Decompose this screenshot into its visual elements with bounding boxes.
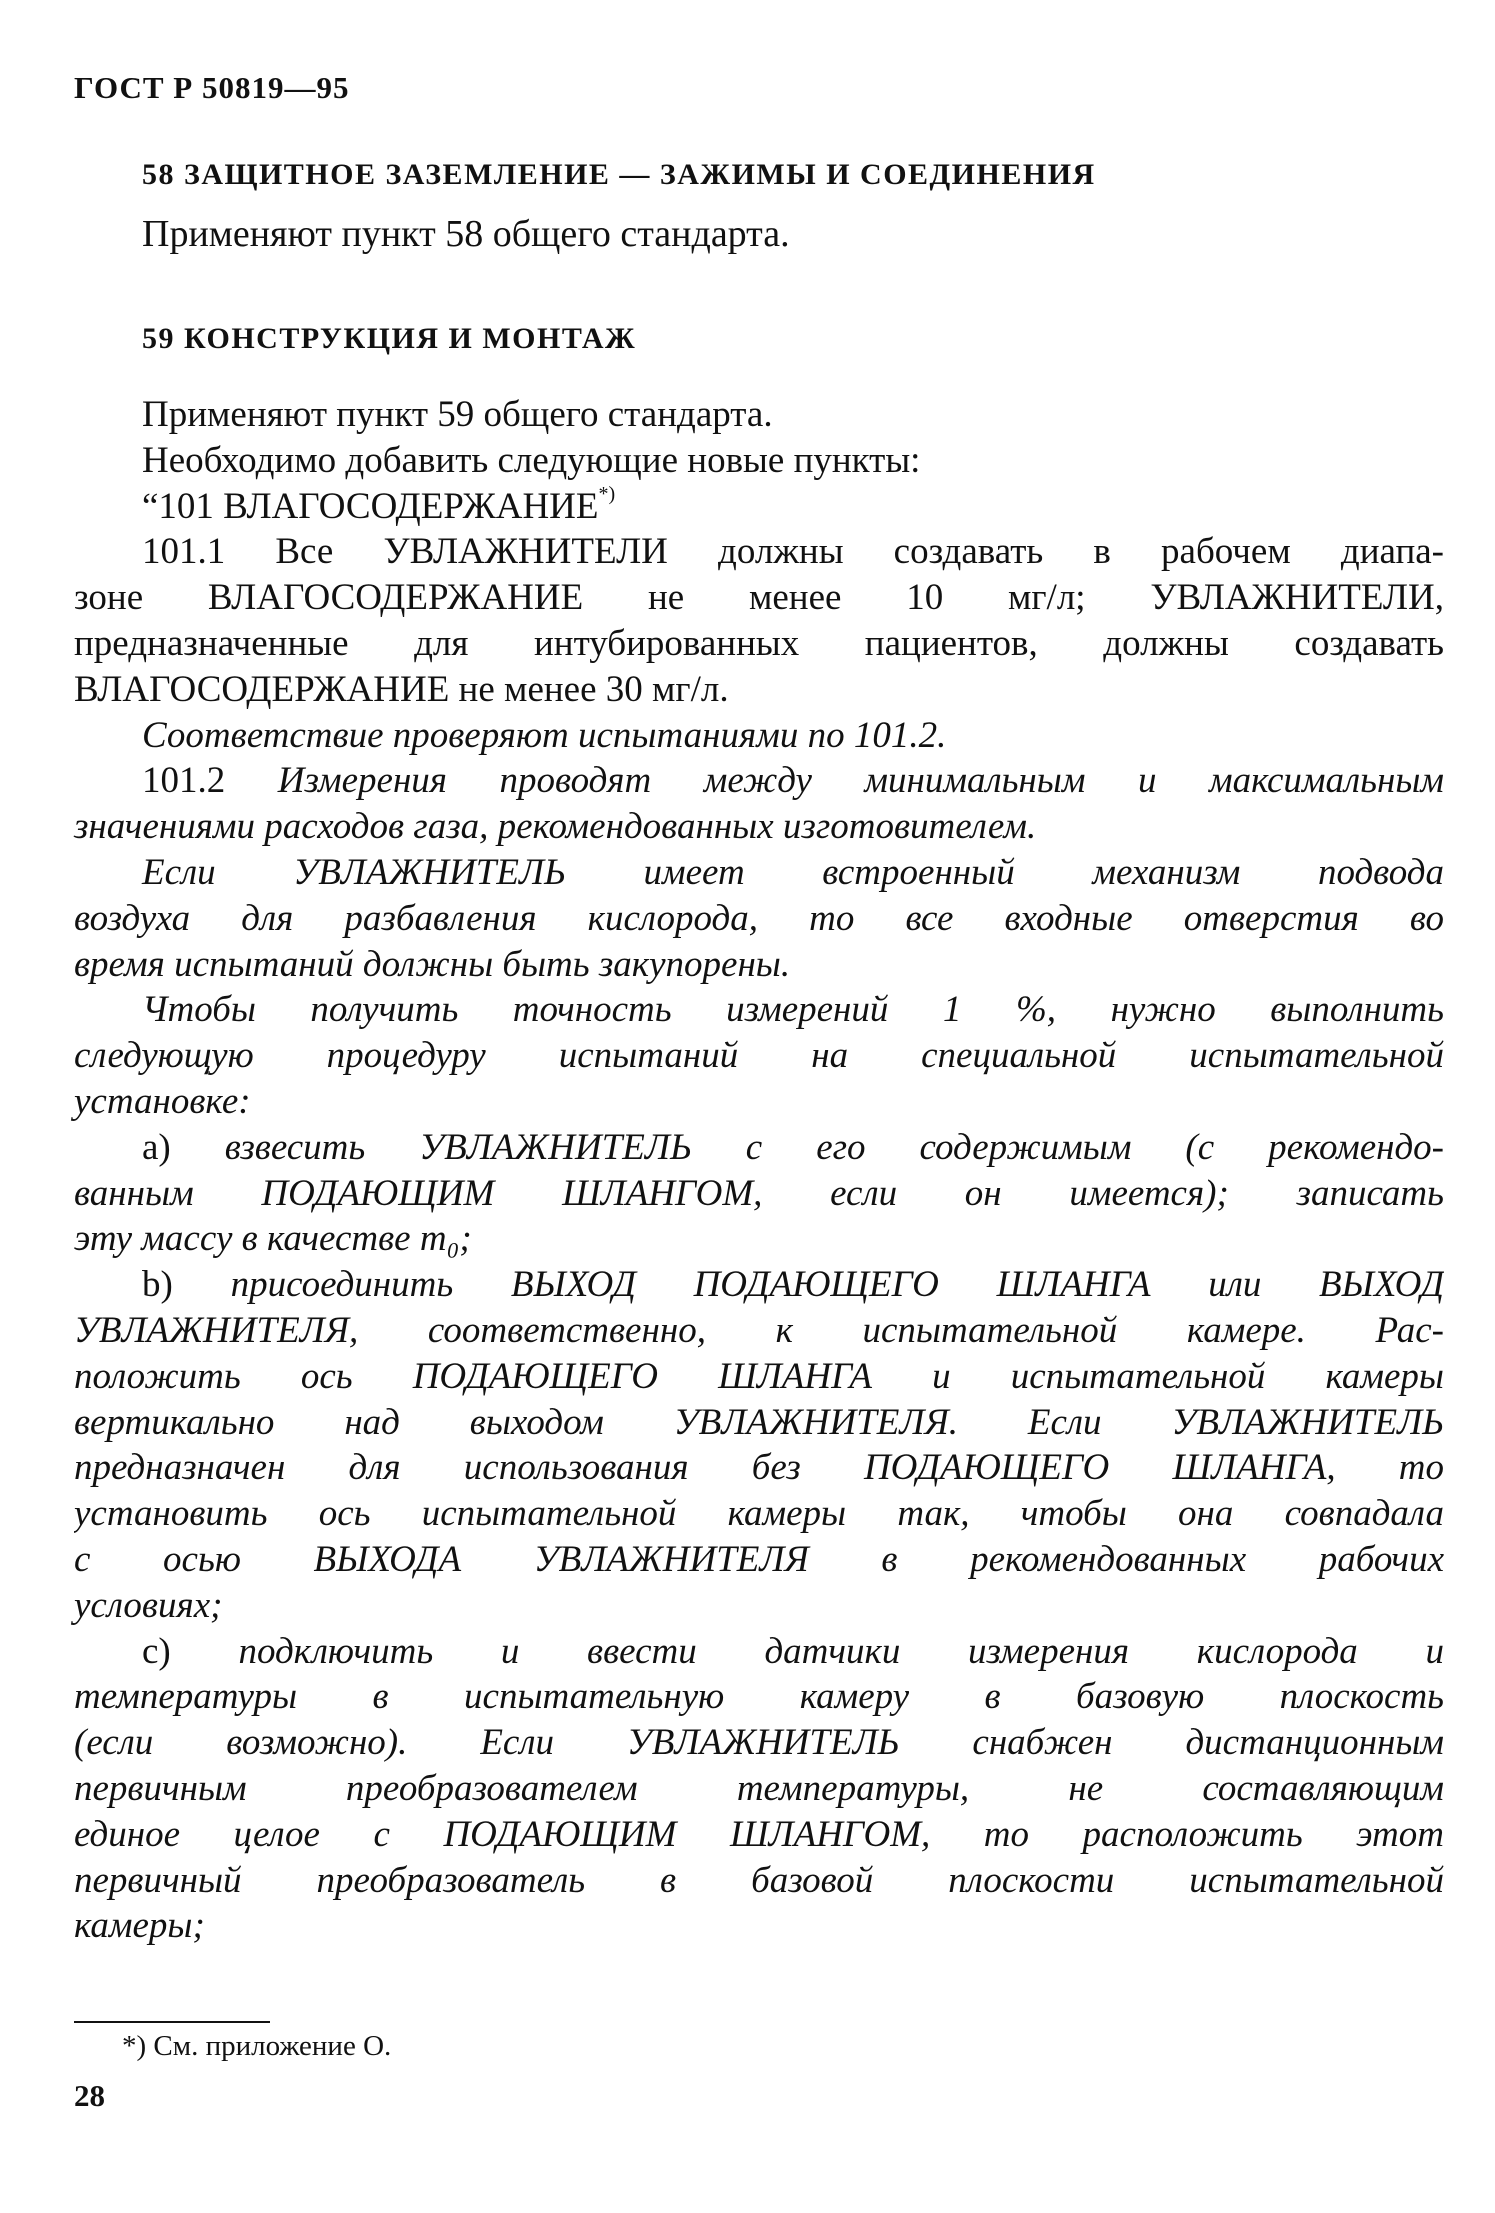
footnote-marker: *)	[598, 482, 616, 505]
text-line	[74, 1491, 1444, 1537]
text-segment: присоединить ВЫХОД ПОДАЮЩЕГО ШЛАНГА или ВЫХОД	[230, 1264, 1444, 1306]
text-segment: взвесить УВЛАЖНИТЕЛЬ с его содержимым (с рекомендо-	[224, 1126, 1444, 1168]
text-segment: время испытаний должны быть закупорены.	[74, 943, 791, 985]
text-segment: Чтобы получить точность измерений 1 %, нужно выполнить	[142, 989, 1444, 1031]
text-segment: a)	[142, 1126, 225, 1168]
section-58-title: 58 ЗАЩИТНОЕ ЗАЗЕМЛЕНИЕ — ЗАЖИМЫ И СОЕДИНЕНИЯ	[142, 158, 1096, 191]
text-segment: зоне ВЛАГОСОДЕРЖАНИЕ не менее 10 мг/л; УВЛАЖНИТЕЛИ,	[74, 577, 1444, 619]
text-line	[74, 987, 1444, 1033]
text-line	[74, 1445, 1444, 1491]
text-segment: первичным преобразователем температуры, не составляющим	[74, 1767, 1444, 1809]
text-line	[74, 850, 1444, 896]
text-line	[74, 1537, 1444, 1583]
text-line	[74, 1033, 1444, 1079]
text-line	[74, 1216, 1444, 1262]
footnote-divider	[74, 2021, 270, 2023]
text-segment: Применяют пункт 59 общего стандарта.	[142, 394, 773, 435]
text-segment: “101 ВЛАГОСОДЕРЖАНИЕ	[142, 485, 599, 527]
text-line	[74, 1400, 1444, 1446]
text-segment: с осью ВЫХОДА УВЛАЖНИТЕЛЯ в рекомендованных рабочих	[74, 1538, 1444, 1580]
text-segment: ванным ПОДАЮЩИМ ШЛАНГОМ, если он имеется); записать	[74, 1172, 1444, 1214]
text-segment: 101.1 Все УВЛАЖНИТЕЛИ должны создавать в рабочем диапа-	[142, 531, 1444, 573]
text-line	[74, 942, 1444, 988]
text-line	[74, 1125, 1444, 1171]
text-segment: УВЛАЖНИТЕЛЯ, соответственно, к испытательной камере. Рас-	[74, 1309, 1444, 1351]
text-line	[74, 758, 1444, 804]
text-line	[74, 1858, 1444, 1904]
text-segment: установке:	[74, 1080, 251, 1122]
text-line	[74, 438, 1444, 484]
text-line	[74, 392, 1444, 438]
text-segment: b)	[142, 1264, 231, 1306]
text-segment: единое целое с ПОДАЮЩИМ ШЛАНГОМ, то расположить этот	[74, 1813, 1444, 1855]
text-segment: предназначен для использования без ПОДАЮЩЕГО ШЛАНГА, то	[74, 1447, 1444, 1489]
text-segment: значениями расходов газа, рекомендованных изготовителем.	[74, 806, 1037, 848]
text-line	[74, 1674, 1444, 1720]
text-line	[74, 896, 1444, 942]
document-header: ГОСТ Р 50819—95	[74, 70, 350, 105]
text-segment: Если УВЛАЖНИТЕЛЬ имеет встроенный механизм подвода	[142, 851, 1444, 893]
text-segment: установить ось испытательной камеры так, чтобы она совпадала	[74, 1493, 1444, 1535]
text-line	[74, 1812, 1444, 1858]
text-line	[74, 1629, 1444, 1675]
text-line	[74, 1583, 1444, 1629]
text-line	[74, 667, 1444, 713]
text-segment: воздуха для разбавления кислорода, то все входные отверстия во	[74, 897, 1444, 939]
text-segment: вертикально над выходом УВЛАЖНИТЕЛЯ. Если УВЛАЖНИТЕЛЬ	[74, 1401, 1444, 1443]
text-line	[74, 1079, 1444, 1125]
section-59-body	[74, 392, 1444, 1949]
text-line	[74, 575, 1444, 621]
text-segment: условиях;	[74, 1584, 223, 1626]
text-line	[74, 1171, 1444, 1217]
text-line	[74, 484, 1444, 530]
text-segment: предназначенные для интубированных пациентов, должны создавать	[74, 622, 1444, 664]
text-line	[74, 529, 1444, 575]
text-segment: Измерения проводят между минимальным и максимальным	[277, 760, 1444, 802]
text-segment: камеры;	[74, 1905, 205, 1947]
page-number: 28	[74, 2078, 105, 2113]
text-segment: 101.2	[142, 760, 278, 802]
text-segment: Соответствие проверяют испытаниями по 101.2.	[142, 714, 947, 756]
text-segment: ВЛАГОСОДЕРЖАНИЕ не менее 30 мг/л.	[74, 668, 729, 710]
text-line	[74, 1354, 1444, 1400]
text-line	[74, 804, 1444, 850]
text-line	[74, 1766, 1444, 1812]
section-58-text: Применяют пункт 58 общего стандарта.	[142, 213, 790, 255]
text-segment: c)	[142, 1630, 239, 1672]
text-segment: эту массу в качестве m₀;	[74, 1218, 472, 1260]
section-59-title: 59 КОНСТРУКЦИЯ И МОНТАЖ	[142, 322, 637, 355]
text-line	[74, 1308, 1444, 1354]
text-segment: (если возможно). Если УВЛАЖНИТЕЛЬ снабжен дистанционным	[74, 1722, 1444, 1764]
text-segment: температуры в испытательную камеру в базовую плоскость	[74, 1676, 1444, 1718]
text-segment: положить ось ПОДАЮЩЕГО ШЛАНГА и испытательной камеры	[74, 1355, 1444, 1397]
text-segment: Необходимо добавить следующие новые пункты:	[142, 439, 921, 481]
text-line	[74, 713, 1444, 759]
text-line	[74, 621, 1444, 667]
text-segment: подключить и ввести датчики измерения кислорода и	[238, 1630, 1444, 1672]
text-line	[74, 1903, 1444, 1949]
text-segment: следующую процедуру испытаний на специальной испытательной	[74, 1035, 1444, 1077]
text-line	[74, 1262, 1444, 1308]
text-segment: первичный преобразователь в базовой плоскости испытательной	[74, 1859, 1444, 1901]
text-line	[74, 1720, 1444, 1766]
footnote: *) См. приложение О.	[122, 2030, 392, 2062]
